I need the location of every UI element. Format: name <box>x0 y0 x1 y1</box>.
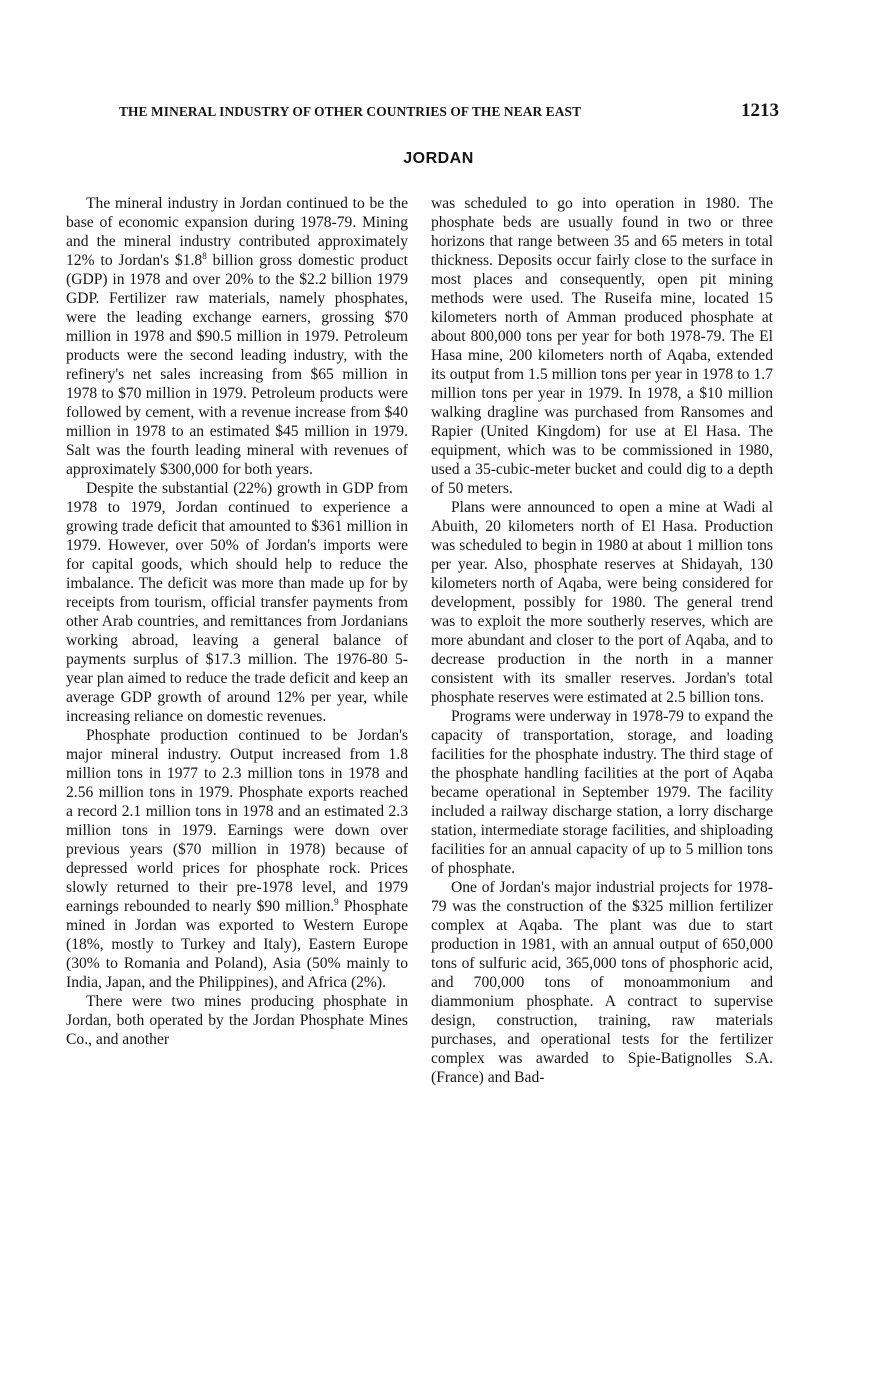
running-header <box>119 100 779 122</box>
paragraph-text: Programs were underway in 1978-79 to expand the capacity of transportation, storage, and loading facilities for the phosphate industry. The third stage of the phosphate handling facilities at the port of Aqaba became operational in September 1979. The facility included a railway discharge station, a lorry discharge station, intermediate storage facilities, and shiploading facilities for an annual capacity of up to 5 million tons of phosphate. <box>431 708 773 877</box>
section-title: JORDAN <box>403 150 474 167</box>
paragraph-text: billion gross domestic product (GDP) in 1978 and over 20% to the $2.2 billion 1979 GDP. Fertilizer raw materials, namely phosphates, were the leading exchange earners, grossing $70 million in 1978 and $90.5 million in 1979. Petroleum products were the second leading industry, with the refinery's net sales increasing from $65 million in 1978 to $70 million in 1979. Petroleum products were followed by cement, with a revenue increase from $40 million in 1978 to an estimated $45 million in 1979. Salt was the fourth leading mineral with revenues of approximately $300,000 for both years. <box>66 252 409 478</box>
page-number: 1213 <box>741 100 779 121</box>
footnote-ref: 8 <box>202 250 207 261</box>
paragraph-text: Phosphate mined in Jordan was exported to Western Europe (18%, mostly to Turkey and Italy), Eastern Europe (30% to Romania and Poland), Asia (50% mainly to India, Japan, and the Philippines), and Africa (2%). <box>66 898 408 991</box>
paragraph <box>66 992 408 1049</box>
paragraph-text: was scheduled to go into operation in 1980. The phosphate beds are usually found in two or three horizons that range between 35 and 65 meters in total thickness. Deposits occur fairly close to the surface in most places and consequently, open pit mining methods were used. The Ruseifa mine, located 15 kilometers north of Amman produced phosphate at about 800,000 tons per year for both 1978-79. The El Hasa mine, 200 kilometers north of Aqaba, extended its output from 1.5 million tons per year in 1978 to 1.7 million tons per year in 1979. In 1978, a $10 million walking dragline was purchased from Ransomes and Rapier (United Kingdom) for use at El Hasa. The equipment, which was to be commissioned in 1980, used a 35-cubic-meter bucket and could dig to a depth of 50 meters. <box>431 195 773 497</box>
running-title: THE MINERAL INDUSTRY OF OTHER COUNTRIES OF THE NEAR EAST <box>119 104 582 119</box>
paragraph-text: Plans were announced to open a mine at Wadi al Abuith, 20 kilometers north of El Hasa. Production was scheduled to begin in 1980 at about 1 million tons per year. Also, phosphate reserves at Shidayah, 130 kilometers north of Aqaba, were being considered for development, possibly for 1980. The general trend was to exploit the more southerly reserves, which are more abundant and closer to the port of Aqaba, and to decrease production in the north in a manner consistent with its smaller reserves. Jordan's total phosphate reserves were estimated at 2.5 billion tons. <box>431 499 773 706</box>
paragraph <box>431 194 773 498</box>
paragraph <box>66 726 408 992</box>
paragraph-text: The mineral industry in Jordan continued to be the base of economic expansion during 1978-79. Mining and the mineral industry contributed approximately 12% to Jordan's $1.8 <box>66 195 408 269</box>
paragraph <box>431 707 773 878</box>
right-column <box>431 194 773 1087</box>
paragraph-text: One of Jordan's major industrial projects for 1978-79 was the construction of the $325 million fertilizer complex at Aqaba. The plant was due to start production in 1981, with an annual output of 650,000 tons of sulfuric acid, 365,000 tons of phosphoric acid, and 700,000 tons of monoammonium and diammonium phosphate. A contract to supervise design, construction, training, raw materials purchases, and operational tests for the fertilizer complex was awarded to Spie-Batignolles S.A. (France) and Bad- <box>431 879 773 1086</box>
paragraph <box>431 498 773 707</box>
left-column <box>66 194 408 1049</box>
paragraph-text: Phosphate production continued to be Jordan's major mineral industry. Output increased from 1.8 million tons in 1977 to 2.3 million tons in 1978 and 2.56 million tons in 1979. Phosphate exports reached a record 2.1 million tons in 1978 and an estimated 2.3 million tons in 1979. Earnings were down over previous years ($70 million in 1978) because of depressed world prices for phosphate rock. Prices slowly returned to their pre-1978 level, and 1979 earnings rebounded to nearly $90 million. <box>66 727 408 915</box>
paragraph <box>66 479 408 726</box>
paragraph <box>66 194 408 479</box>
paragraph <box>431 878 773 1087</box>
footnote-ref: 9 <box>334 896 339 907</box>
paragraph-text: Despite the substantial (22%) growth in GDP from 1978 to 1979, Jordan continued to experience a growing trade deficit that amounted to $361 million in 1979. However, over 50% of Jordan's imports were for capital goods, which should help to reduce the imbalance. The deficit was more than made up for by receipts from tourism, official transfer payments from other Arab countries, and remittances from Jordanians working abroad, leaving a general balance of payments surplus of $17.3 million. The 1976-80 5-year plan aimed to reduce the trade deficit and keep an average GDP growth of around 12% per year, while increasing reliance on domestic revenues. <box>66 480 408 725</box>
paragraph-text: There were two mines producing phosphate in Jordan, both operated by the Jordan Phosphate Mines Co., and another <box>66 993 408 1048</box>
